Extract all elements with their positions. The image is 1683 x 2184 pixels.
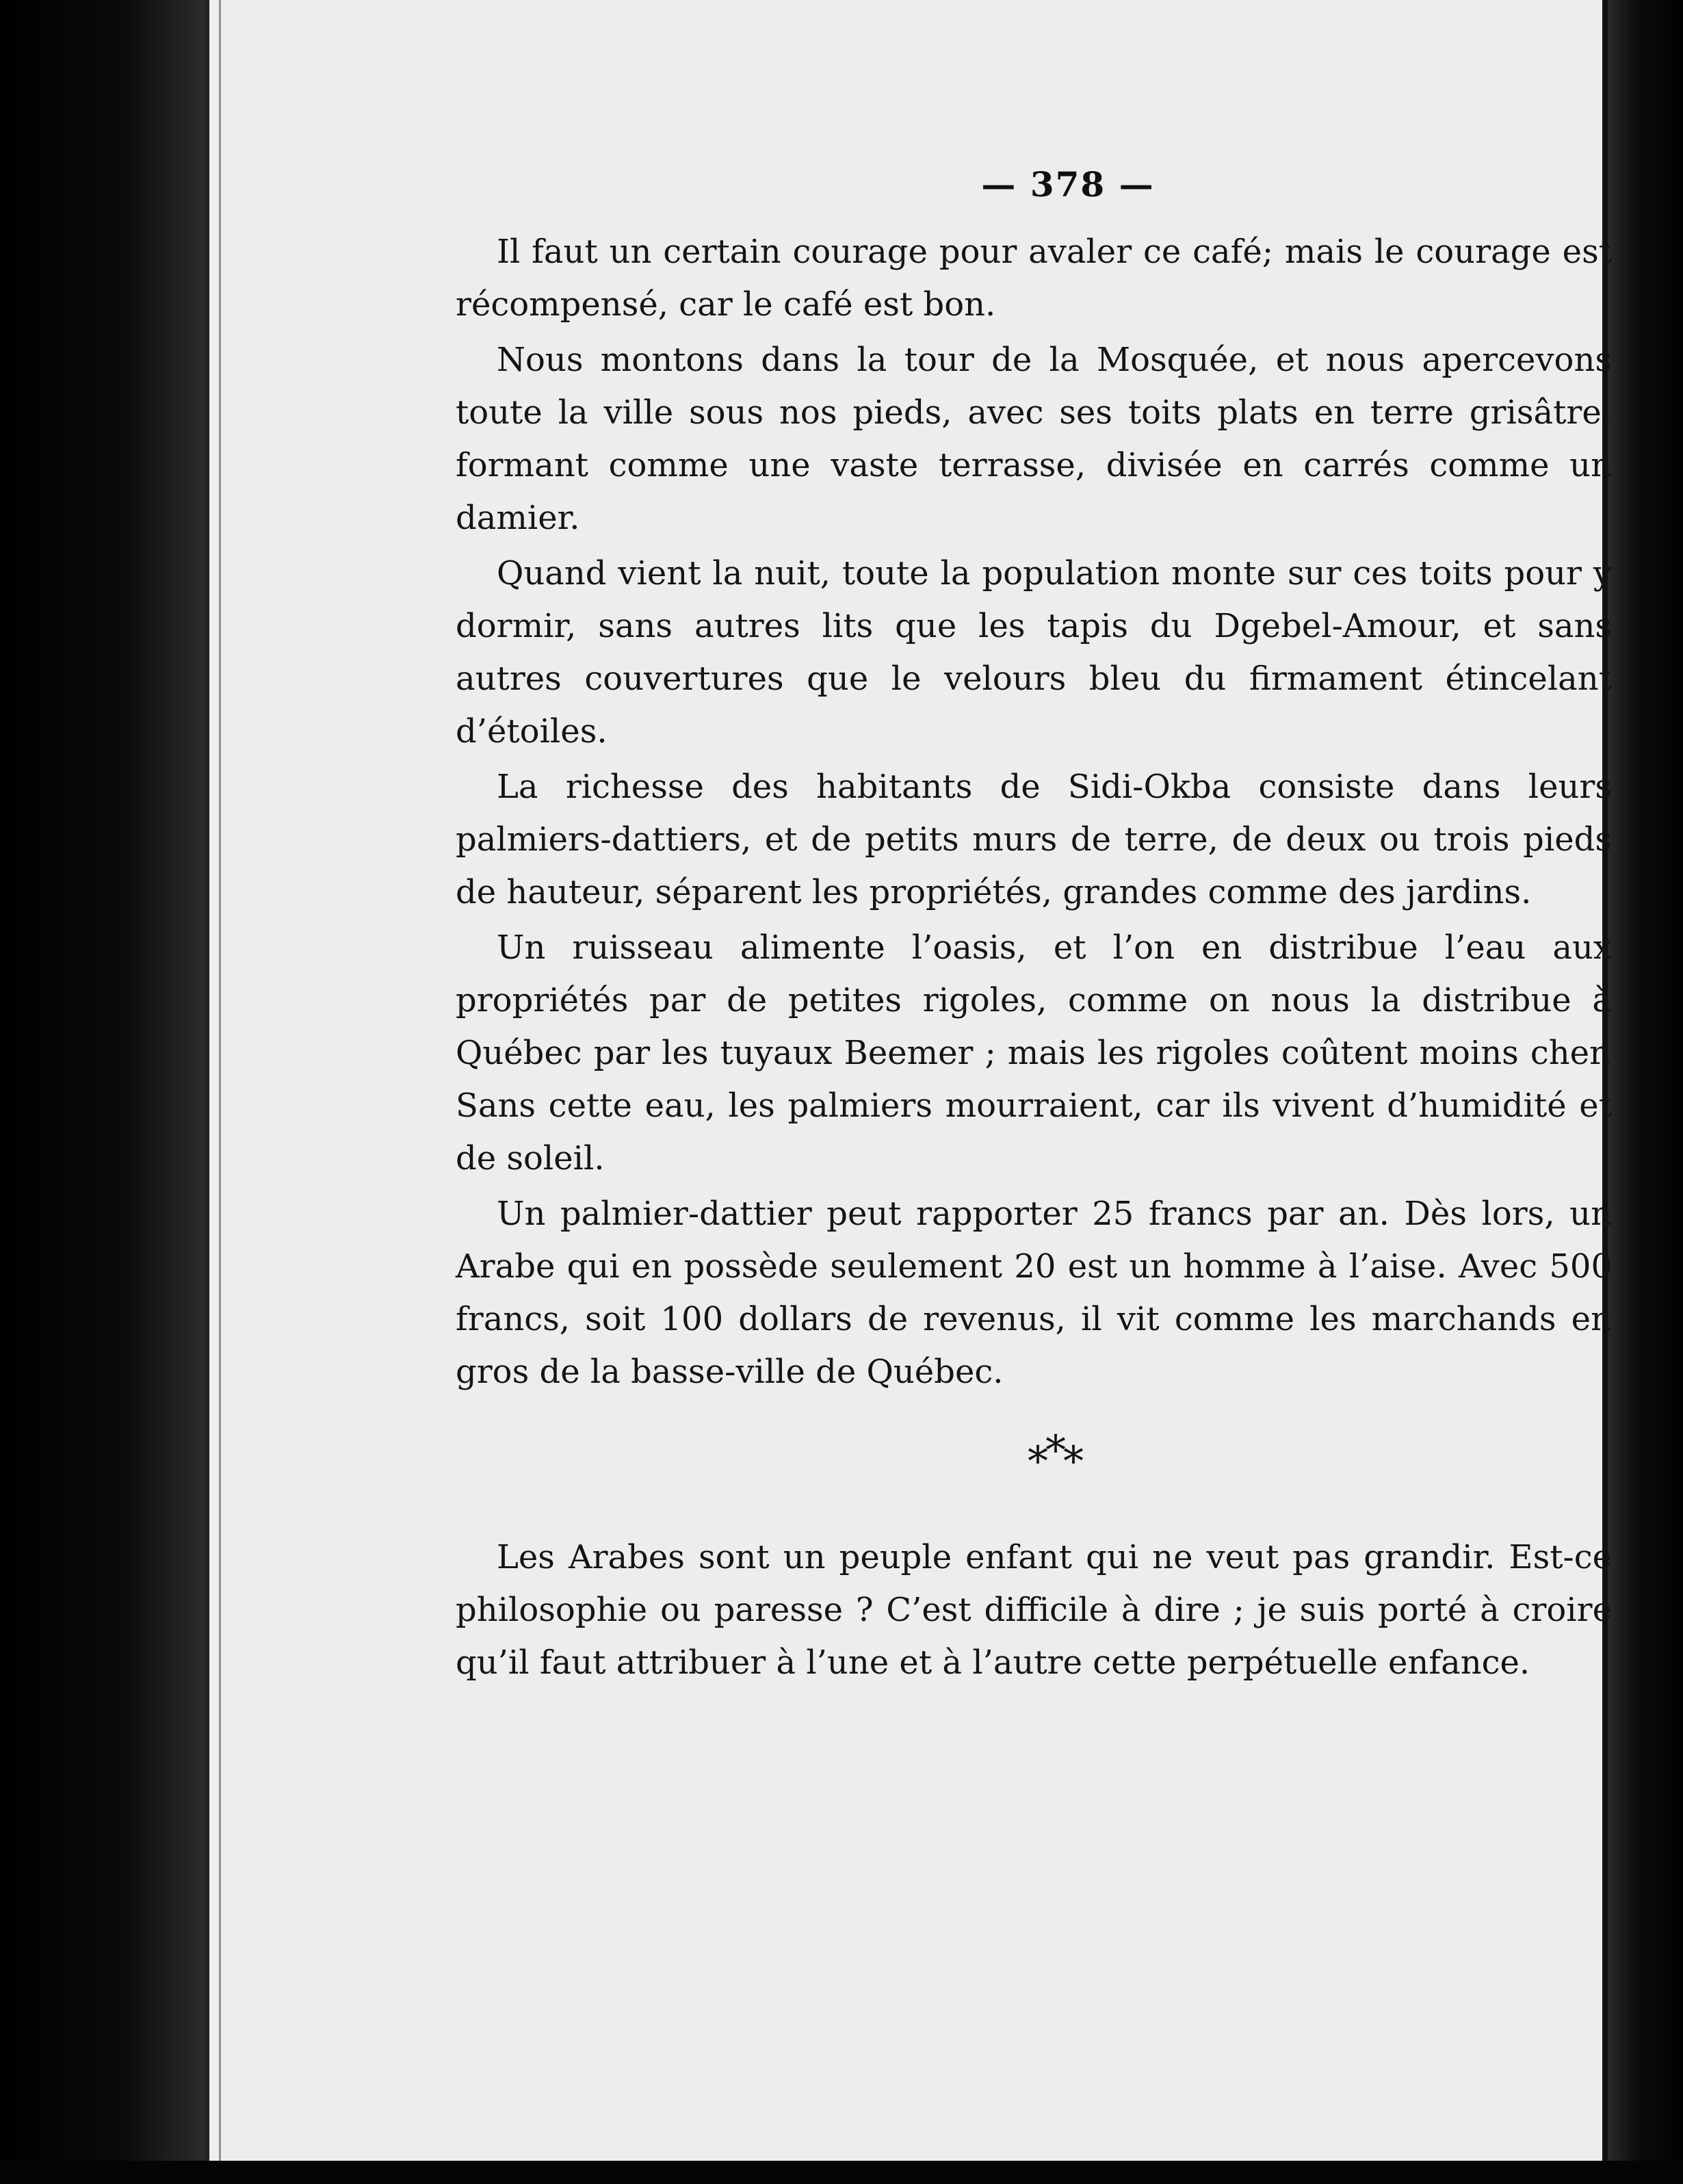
paragraph-stream: Un ruisseau alimente l’oasis, et l’on en distribue l’eau aux propriétés par de petites rigoles, comme on nous la distribue à Québec par les tuyaux Beemer ; mais les rigoles coûtent moins cher. Sans cette eau, les palmiers mourraient, car ils vivent d’humidité et de soleil. <box>456 928 1612 1178</box>
paragraph-wealth: La richesse des habitants de Sidi-Okba consiste dans leurs palmiers-dattiers, et de petits murs de terre, de deux ou trois pieds de hauteur, séparent les propriétés, grandes comme des jardins. <box>456 768 1612 911</box>
asterisk-left: * <box>1028 1438 1045 1485</box>
page-edge-line <box>219 0 221 2161</box>
paragraph-coffee: Il faut un certain courage pour avaler ce café; mais le courage est récompensé, car le café est bon. <box>456 233 1612 324</box>
body-text <box>456 226 1612 1692</box>
paragraph-arabs: Les Arabes sont un peuple enfant qui ne veut pas grandir. Est-ce philosophie ou paresse ? C’est difficile à dire ; je suis porté à croire qu’il faut attribuer à l’une et à l’autre cette perpétuelle enfance. <box>456 1538 1612 1682</box>
paragraph-date-palm: Un palmier-dattier peut rapporter 25 francs par an. Dès lors, un Arabe qui en possède seulement 20 est un homme à l’aise. Avec 500 francs, soit 100 dollars de revenus, il vit comme les marchands en gros de la basse-ville de Québec. <box>456 1195 1612 1391</box>
asterisk-middle: * <box>1045 1427 1063 1474</box>
scan-bottom-margin <box>0 2161 1683 2184</box>
scan-left-margin <box>0 0 205 2184</box>
scan-right-margin <box>1608 0 1683 2184</box>
book-page <box>205 0 1612 2161</box>
section-separator-asterisks <box>456 1427 1612 1485</box>
page-number: — 378 — <box>981 164 1155 205</box>
paragraph-night-roofs: Quand vient la nuit, toute la population monte sur ces toits pour y dormir, sans autres lits que les tapis du Dgebel-Amour, et sans autres couvertures que le velours bleu du firmament étincelant d’étoiles. <box>456 554 1612 751</box>
paragraph-mosque-tower: Nous montons dans la tour de la Mosquée, et nous apercevons toute la ville sous nos pieds, avec ses toits plats en terre grisâtre, formant comme une vaste terrasse, divisée en carrés comme un damier. <box>456 341 1612 537</box>
asterisk-right: * <box>1063 1438 1081 1485</box>
